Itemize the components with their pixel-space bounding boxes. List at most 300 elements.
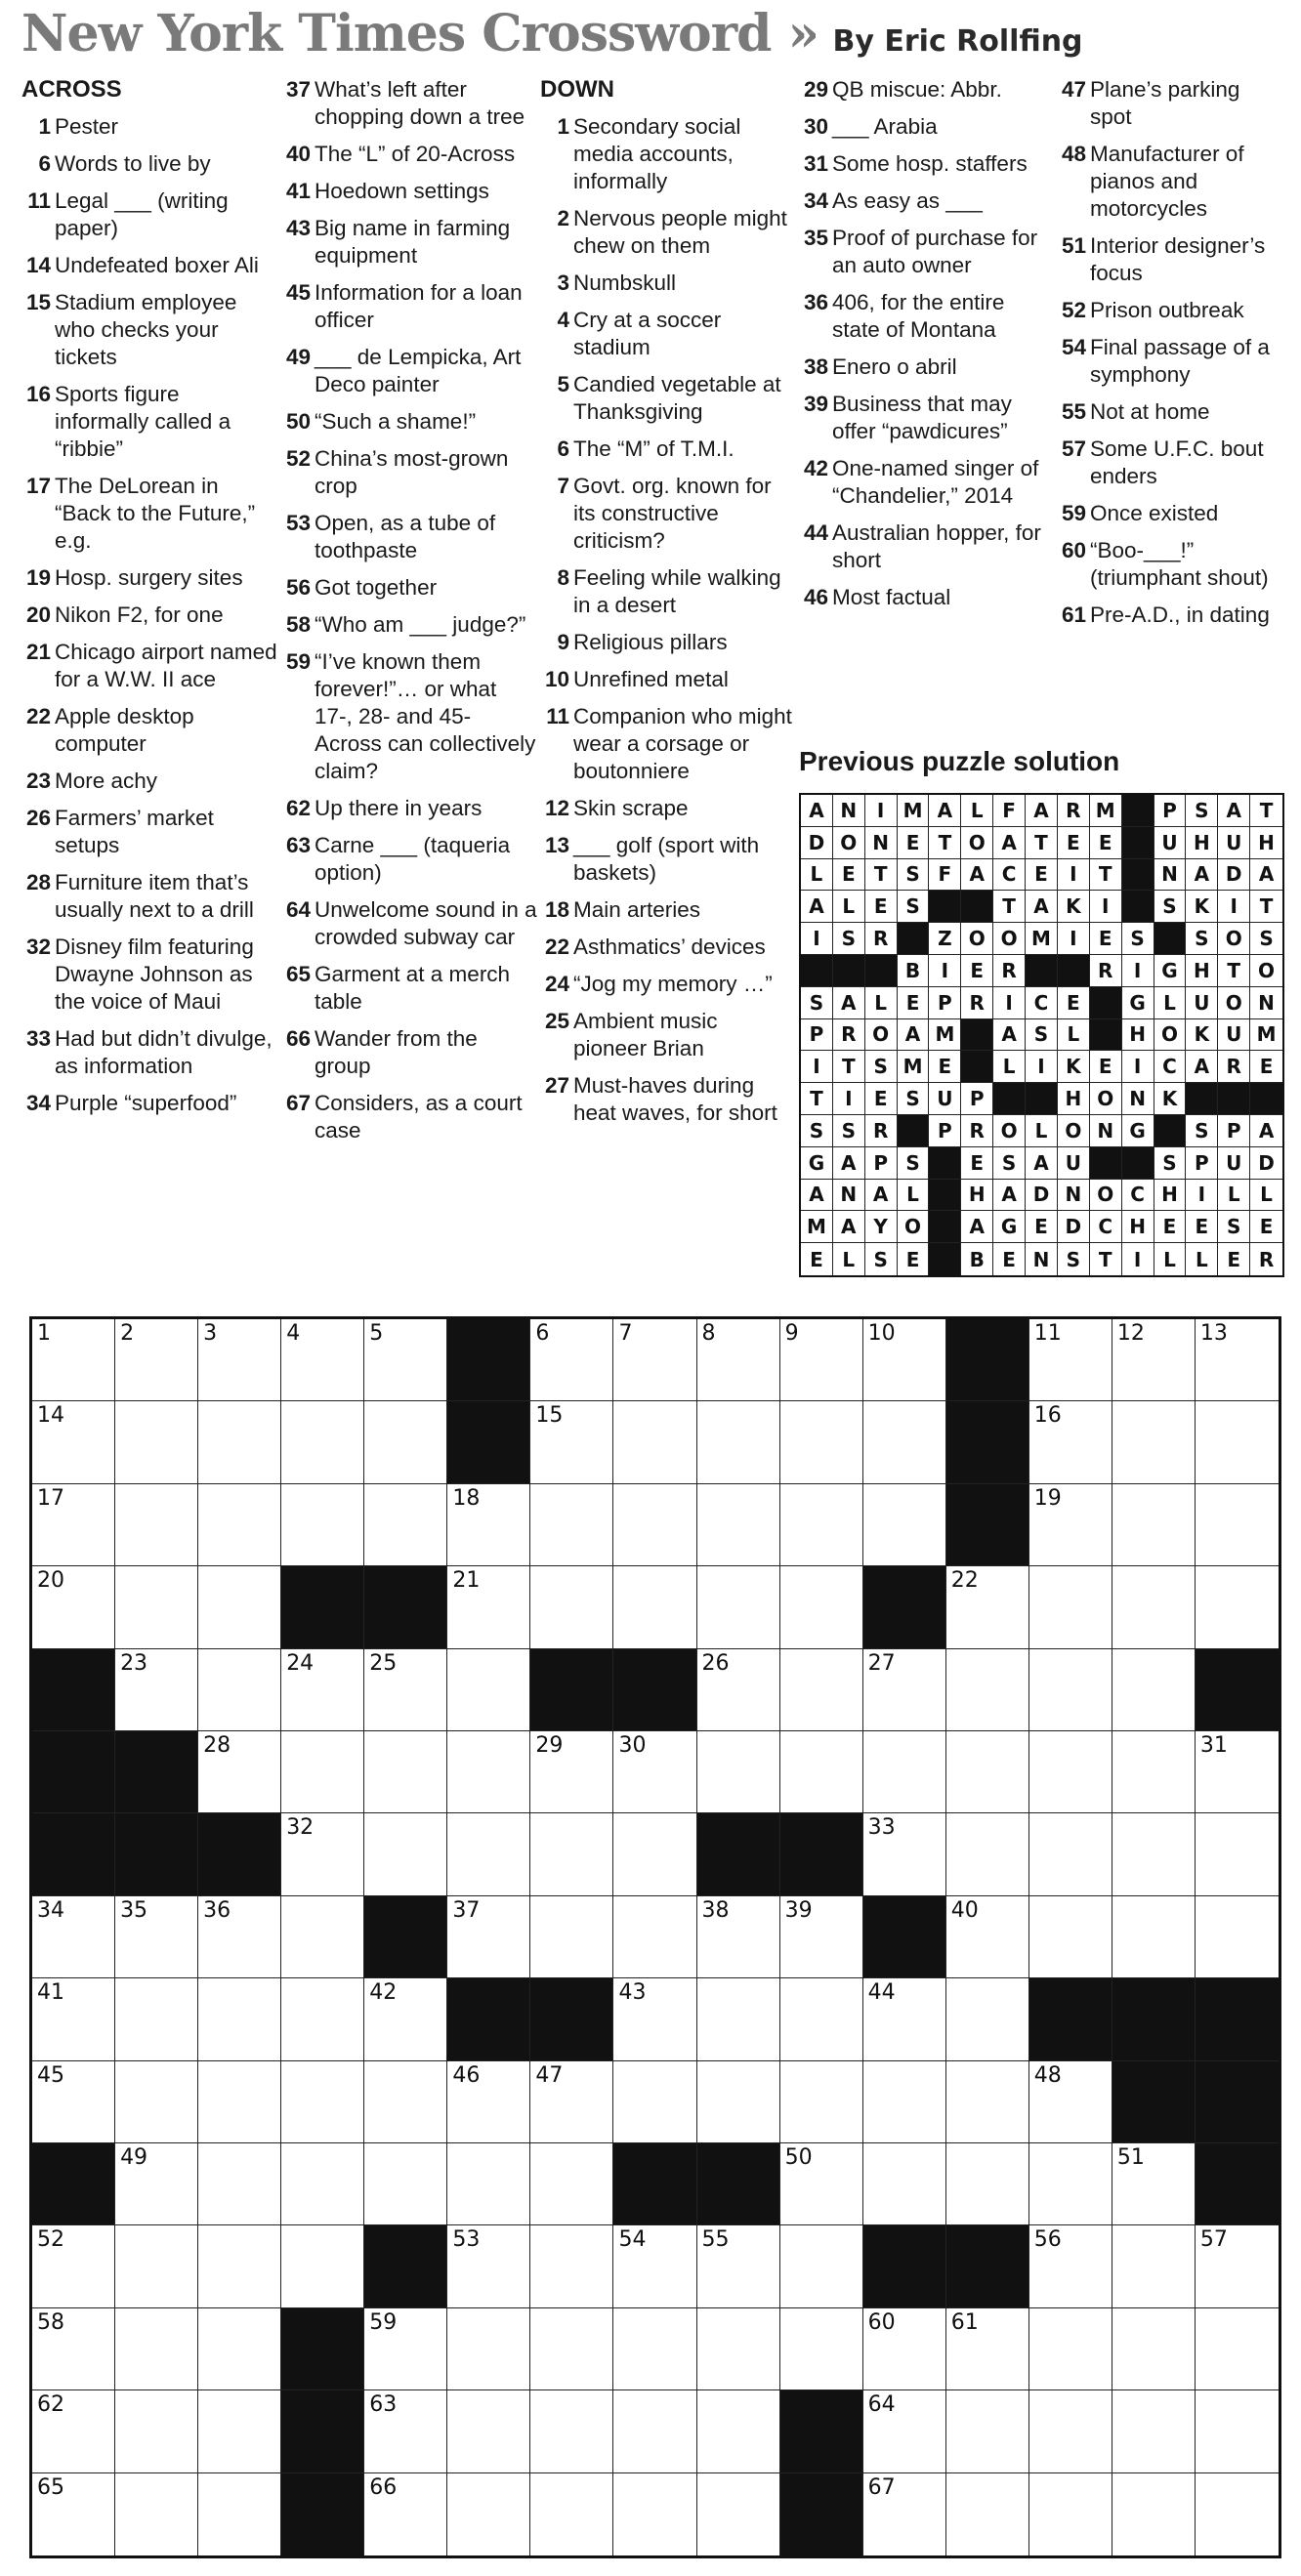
grid-cell[interactable] bbox=[364, 1731, 447, 1813]
grid-cell[interactable] bbox=[281, 1813, 364, 1895]
grid-cell[interactable] bbox=[946, 2143, 1029, 2225]
solution-cell: A bbox=[1250, 859, 1282, 892]
grid-cell[interactable] bbox=[32, 2061, 115, 2143]
clue bbox=[540, 473, 796, 555]
previous-solution-grid bbox=[799, 793, 1284, 1277]
grid-cell[interactable] bbox=[1029, 1566, 1112, 1648]
solution-black-square bbox=[1250, 1083, 1282, 1115]
grid-cell[interactable] bbox=[530, 1813, 613, 1895]
grid-cell[interactable] bbox=[447, 2061, 530, 2143]
solution-black-square bbox=[929, 1243, 961, 1275]
grid-cell[interactable] bbox=[946, 2390, 1029, 2472]
solution-cell: N bbox=[833, 795, 865, 827]
solution-cell: K bbox=[1186, 891, 1218, 923]
grid-cell[interactable] bbox=[1029, 1731, 1112, 1813]
grid-cell[interactable] bbox=[1029, 2308, 1112, 2390]
grid-cell[interactable] bbox=[613, 2061, 696, 2143]
clue-number: 58 bbox=[285, 612, 311, 637]
clue-text: Asthmatics’ devices bbox=[573, 935, 766, 959]
solution-cell: C bbox=[993, 859, 1026, 892]
solution-cell: A bbox=[833, 987, 865, 1019]
solution-cell: E bbox=[898, 1243, 930, 1275]
clue-text: Stadium employee who checks your tickets bbox=[55, 290, 237, 369]
grid-cell[interactable] bbox=[447, 1813, 530, 1895]
clue bbox=[540, 971, 796, 998]
grid-cell[interactable] bbox=[1029, 1649, 1112, 1731]
grid-cell[interactable] bbox=[115, 2390, 198, 2472]
grid-cell[interactable] bbox=[1112, 2143, 1196, 2225]
solution-cell: G bbox=[801, 1147, 833, 1180]
grid-cell[interactable] bbox=[613, 1566, 696, 1648]
grid-cell[interactable] bbox=[1029, 1484, 1112, 1566]
clue-text: Had but didn’t divulge, as information bbox=[55, 1026, 273, 1078]
grid-cell[interactable] bbox=[946, 1649, 1029, 1731]
grid-cell[interactable] bbox=[780, 1649, 863, 1731]
solution-cell: L bbox=[833, 891, 865, 923]
solution-cell: U bbox=[1218, 1147, 1250, 1180]
cell-number: 3 bbox=[203, 1321, 218, 1346]
clue bbox=[540, 371, 796, 426]
grid-cell[interactable] bbox=[613, 1319, 696, 1401]
grid-cell[interactable] bbox=[613, 1813, 696, 1895]
across-clues-column-2 bbox=[281, 76, 537, 1154]
grid-cell[interactable] bbox=[1112, 1813, 1196, 1895]
grid-cell[interactable] bbox=[198, 2061, 281, 2143]
grid-cell[interactable] bbox=[530, 1566, 613, 1648]
solution-cell: I bbox=[801, 1051, 833, 1083]
solution-cell: N bbox=[1122, 1083, 1154, 1115]
solution-cell: I bbox=[865, 795, 898, 827]
grid-cell[interactable] bbox=[198, 2390, 281, 2472]
grid-cell[interactable] bbox=[1196, 1896, 1279, 1978]
grid-cell[interactable] bbox=[1196, 1731, 1279, 1813]
clue bbox=[281, 279, 537, 334]
grid-cell[interactable] bbox=[1112, 1896, 1196, 1978]
grid-cell[interactable] bbox=[1112, 1566, 1196, 1648]
grid-cell[interactable] bbox=[1112, 2390, 1196, 2472]
grid-cell[interactable] bbox=[198, 2308, 281, 2390]
grid-cell[interactable] bbox=[530, 2390, 613, 2472]
black-square bbox=[863, 1896, 946, 1978]
cell-number: 16 bbox=[1033, 1403, 1062, 1429]
solution-black-square bbox=[961, 1019, 993, 1052]
grid-cell[interactable] bbox=[281, 1649, 364, 1731]
black-square bbox=[281, 2308, 364, 2390]
grid-cell[interactable] bbox=[863, 1813, 946, 1895]
grid-cell[interactable] bbox=[697, 1896, 780, 1978]
solution-cell: G bbox=[1122, 1115, 1154, 1147]
solution-black-square bbox=[898, 923, 930, 955]
cell-number: 46 bbox=[452, 2062, 481, 2088]
cell-number: 8 bbox=[701, 1321, 716, 1346]
grid-cell[interactable] bbox=[281, 1896, 364, 1978]
grid-cell[interactable] bbox=[1196, 2390, 1279, 2472]
grid-cell[interactable] bbox=[198, 2225, 281, 2307]
solution-cell: M bbox=[898, 795, 930, 827]
solution-cell: R bbox=[1058, 795, 1090, 827]
grid-cell[interactable] bbox=[1112, 2225, 1196, 2307]
grid-cell[interactable] bbox=[946, 1566, 1029, 1648]
grid-cell[interactable] bbox=[863, 2061, 946, 2143]
solution-cell: A bbox=[1026, 795, 1058, 827]
grid-cell[interactable] bbox=[198, 1319, 281, 1401]
grid-cell[interactable] bbox=[863, 1401, 946, 1483]
grid-cell[interactable] bbox=[1029, 2473, 1112, 2555]
solution-black-square bbox=[833, 955, 865, 987]
grid-cell[interactable] bbox=[1196, 1484, 1279, 1566]
grid-cell[interactable] bbox=[115, 2225, 198, 2307]
grid-cell[interactable] bbox=[780, 2061, 863, 2143]
grid-cell[interactable] bbox=[447, 2473, 530, 2555]
grid-cell[interactable] bbox=[613, 1978, 696, 2060]
grid-cell[interactable] bbox=[697, 1319, 780, 1401]
grid-cell[interactable] bbox=[447, 2390, 530, 2472]
grid-cell[interactable] bbox=[697, 2225, 780, 2307]
grid-cell[interactable] bbox=[697, 2473, 780, 2555]
solution-cell: P bbox=[865, 1147, 898, 1180]
grid-cell[interactable] bbox=[281, 1731, 364, 1813]
grid-cell[interactable] bbox=[946, 1978, 1029, 2060]
solution-cell: D bbox=[1058, 1211, 1090, 1243]
solution-black-square bbox=[1218, 1083, 1250, 1115]
grid-cell[interactable] bbox=[32, 1978, 115, 2060]
grid-cell[interactable] bbox=[32, 2473, 115, 2555]
grid-cell[interactable] bbox=[281, 1401, 364, 1483]
grid-cell[interactable] bbox=[364, 1978, 447, 2060]
down-clues-column-3 bbox=[1057, 76, 1287, 639]
grid-cell[interactable] bbox=[613, 1896, 696, 1978]
cell-number: 5 bbox=[369, 1321, 384, 1346]
grid-cell[interactable] bbox=[780, 2143, 863, 2225]
grid-cell[interactable] bbox=[863, 2473, 946, 2555]
clue-number: 34 bbox=[25, 1091, 51, 1115]
grid-cell[interactable] bbox=[198, 1978, 281, 2060]
grid-cell[interactable] bbox=[697, 1484, 780, 1566]
grid-cell[interactable] bbox=[613, 2225, 696, 2307]
solution-black-square bbox=[929, 1211, 961, 1243]
clue-number: 40 bbox=[285, 142, 311, 166]
solution-cell: N bbox=[1090, 1115, 1122, 1147]
grid-cell[interactable] bbox=[1112, 2473, 1196, 2555]
grid-cell[interactable] bbox=[364, 2061, 447, 2143]
clue-number: 15 bbox=[25, 290, 51, 314]
grid-cell[interactable] bbox=[1029, 2143, 1112, 2225]
clue bbox=[799, 353, 1055, 381]
solution-cell: S bbox=[993, 1147, 1026, 1180]
grid-cell[interactable] bbox=[946, 2308, 1029, 2390]
grid-cell[interactable] bbox=[281, 2061, 364, 2143]
grid-cell[interactable] bbox=[1112, 1484, 1196, 1566]
grid-cell[interactable] bbox=[447, 1649, 530, 1731]
grid-cell[interactable] bbox=[198, 1731, 281, 1813]
grid-cell[interactable] bbox=[530, 1484, 613, 1566]
clue-text: ___ Arabia bbox=[832, 114, 938, 139]
clue-number: 67 bbox=[285, 1091, 311, 1115]
grid-cell[interactable] bbox=[530, 1896, 613, 1978]
grid-cell[interactable] bbox=[447, 2143, 530, 2225]
grid-cell[interactable] bbox=[780, 1566, 863, 1648]
grid-cell[interactable] bbox=[281, 1484, 364, 1566]
grid-cell[interactable] bbox=[115, 2143, 198, 2225]
grid-cell[interactable] bbox=[32, 2308, 115, 2390]
solution-cell: A bbox=[1026, 1147, 1058, 1180]
grid-cell[interactable] bbox=[1029, 1813, 1112, 1895]
clue bbox=[540, 1008, 796, 1062]
clue-number: 49 bbox=[285, 345, 311, 369]
grid-cell[interactable] bbox=[863, 2308, 946, 2390]
grid-cell[interactable] bbox=[447, 1731, 530, 1813]
solution-cell: U bbox=[1218, 827, 1250, 859]
grid-cell[interactable] bbox=[115, 1484, 198, 1566]
solution-cell: N bbox=[1154, 859, 1187, 892]
grid-cell[interactable] bbox=[1196, 1401, 1279, 1483]
clue bbox=[21, 113, 277, 141]
grid-cell[interactable] bbox=[1029, 2390, 1112, 2472]
solution-cell: S bbox=[1154, 891, 1187, 923]
clue-text: “Such a shame!” bbox=[315, 409, 477, 434]
grid-cell[interactable] bbox=[780, 1731, 863, 1813]
grid-cell[interactable] bbox=[447, 1484, 530, 1566]
grid-cell[interactable] bbox=[1029, 1319, 1112, 1401]
grid-cell[interactable] bbox=[780, 1978, 863, 2060]
grid-cell[interactable] bbox=[198, 1401, 281, 1483]
cell-number: 49 bbox=[120, 2145, 148, 2170]
cell-number: 47 bbox=[535, 2062, 564, 2088]
grid-cell[interactable] bbox=[281, 1978, 364, 2060]
grid-cell[interactable] bbox=[946, 1731, 1029, 1813]
clue-text: The “L” of 20-Across bbox=[315, 142, 516, 166]
grid-cell[interactable] bbox=[780, 1484, 863, 1566]
grid-cell[interactable] bbox=[1029, 1896, 1112, 1978]
grid-cell[interactable] bbox=[1029, 2225, 1112, 2307]
grid-cell[interactable] bbox=[32, 2390, 115, 2472]
grid-cell[interactable] bbox=[115, 1319, 198, 1401]
grid-cell[interactable] bbox=[115, 2061, 198, 2143]
clue-number: 12 bbox=[544, 796, 569, 820]
grid-cell[interactable] bbox=[780, 1401, 863, 1483]
clue-number: 54 bbox=[1061, 335, 1086, 359]
clue-text: Most factual bbox=[832, 585, 951, 609]
grid-cell[interactable] bbox=[780, 2308, 863, 2390]
clue-text: Undefeated boxer Ali bbox=[55, 253, 259, 277]
grid-cell[interactable] bbox=[530, 2061, 613, 2143]
grid-cell[interactable] bbox=[32, 1319, 115, 1401]
grid-cell[interactable] bbox=[32, 1401, 115, 1483]
grid-cell[interactable] bbox=[613, 1401, 696, 1483]
grid-cell[interactable] bbox=[447, 2308, 530, 2390]
solution-cell: O bbox=[1250, 955, 1282, 987]
grid-cell[interactable] bbox=[198, 1896, 281, 1978]
grid-cell[interactable] bbox=[613, 1731, 696, 1813]
grid-cell[interactable] bbox=[32, 1896, 115, 1978]
grid-cell[interactable] bbox=[447, 1896, 530, 1978]
grid-cell[interactable] bbox=[364, 1401, 447, 1483]
grid-cell[interactable] bbox=[281, 2143, 364, 2225]
grid-cell[interactable] bbox=[863, 2143, 946, 2225]
clue-number: 25 bbox=[544, 1009, 569, 1033]
cell-number: 24 bbox=[286, 1650, 315, 1676]
grid-cell[interactable] bbox=[613, 2473, 696, 2555]
black-square bbox=[281, 2473, 364, 2555]
grid-cell[interactable] bbox=[780, 2225, 863, 2307]
grid-cell[interactable] bbox=[530, 2308, 613, 2390]
solution-cell: B bbox=[898, 955, 930, 987]
grid-cell[interactable] bbox=[530, 2473, 613, 2555]
grid-cell[interactable] bbox=[697, 1401, 780, 1483]
clue bbox=[281, 648, 537, 785]
grid-cell[interactable] bbox=[697, 2061, 780, 2143]
grid-cell[interactable] bbox=[946, 1896, 1029, 1978]
grid-cell[interactable] bbox=[1112, 1731, 1196, 1813]
solution-cell: A bbox=[1186, 859, 1218, 892]
grid-cell[interactable] bbox=[697, 1731, 780, 1813]
grid-cell[interactable] bbox=[946, 1813, 1029, 1895]
clue-text: Words to live by bbox=[55, 151, 211, 176]
clue-text: Govt. org. known for its constructive criticism? bbox=[573, 474, 772, 553]
grid-cell[interactable] bbox=[115, 2473, 198, 2555]
grid-cell[interactable] bbox=[364, 2390, 447, 2472]
grid-cell[interactable] bbox=[530, 1731, 613, 1813]
grid-cell[interactable] bbox=[115, 1649, 198, 1731]
solution-cell: S bbox=[1154, 1147, 1187, 1180]
grid-cell[interactable] bbox=[1196, 2473, 1279, 2555]
grid-cell[interactable] bbox=[863, 1319, 946, 1401]
grid-cell[interactable] bbox=[198, 1566, 281, 1648]
grid-cell[interactable] bbox=[613, 2308, 696, 2390]
grid-cell[interactable] bbox=[863, 2390, 946, 2472]
clue-text: Business that may offer “pawdicures” bbox=[832, 392, 1012, 443]
black-square bbox=[1196, 2143, 1279, 2225]
grid-cell[interactable] bbox=[1112, 1319, 1196, 1401]
grid-cell[interactable] bbox=[863, 1649, 946, 1731]
solution-cell: N bbox=[865, 827, 898, 859]
grid-cell[interactable] bbox=[697, 1649, 780, 1731]
grid-cell[interactable] bbox=[32, 1484, 115, 1566]
solution-cell: K bbox=[1058, 1051, 1090, 1083]
grid-cell[interactable] bbox=[115, 1566, 198, 1648]
grid-cell[interactable] bbox=[364, 2308, 447, 2390]
grid-cell[interactable] bbox=[1196, 1319, 1279, 1401]
clue bbox=[1057, 537, 1287, 592]
grid-cell[interactable] bbox=[32, 1566, 115, 1648]
grid-cell[interactable] bbox=[1196, 1813, 1279, 1895]
clue-text: More achy bbox=[55, 769, 158, 793]
clue-text: Cry at a soccer stadium bbox=[573, 308, 722, 359]
grid-cell[interactable] bbox=[863, 1484, 946, 1566]
grid-cell[interactable] bbox=[530, 2225, 613, 2307]
grid-cell[interactable] bbox=[1112, 2308, 1196, 2390]
grid-cell[interactable] bbox=[115, 1896, 198, 1978]
grid-cell[interactable] bbox=[281, 1319, 364, 1401]
clue-text: Nervous people might chew on them bbox=[573, 206, 787, 258]
solution-cell: M bbox=[898, 1051, 930, 1083]
grid-cell[interactable] bbox=[1196, 1566, 1279, 1648]
black-square bbox=[1112, 1978, 1196, 2060]
grid-cell[interactable] bbox=[530, 1319, 613, 1401]
across-clues-column-1 bbox=[21, 76, 277, 1127]
clue-number: 44 bbox=[803, 520, 828, 545]
cell-number: 26 bbox=[701, 1650, 730, 1676]
grid-cell[interactable] bbox=[364, 1484, 447, 1566]
grid-cell[interactable] bbox=[613, 1484, 696, 1566]
grid-cell[interactable] bbox=[697, 1978, 780, 2060]
grid-cell[interactable] bbox=[1196, 2308, 1279, 2390]
clue-text: Final passage of a symphony bbox=[1090, 335, 1270, 387]
cell-number: 66 bbox=[369, 2474, 398, 2500]
grid-cell[interactable] bbox=[364, 2473, 447, 2555]
solution-cell: E bbox=[1090, 1051, 1122, 1083]
grid-cell[interactable] bbox=[447, 1566, 530, 1648]
grid-cell[interactable] bbox=[115, 1401, 198, 1483]
grid-cell[interactable] bbox=[946, 2473, 1029, 2555]
grid-cell[interactable] bbox=[198, 1484, 281, 1566]
grid-cell[interactable] bbox=[697, 2308, 780, 2390]
grid-cell[interactable] bbox=[530, 1401, 613, 1483]
grid-cell[interactable] bbox=[1029, 2061, 1112, 2143]
clue-text: Some hosp. staffers bbox=[832, 151, 1028, 176]
grid-cell[interactable] bbox=[613, 2390, 696, 2472]
grid-cell[interactable] bbox=[1029, 1401, 1112, 1483]
solution-cell: M bbox=[1250, 1019, 1282, 1052]
solution-cell: C bbox=[1154, 1051, 1187, 1083]
solution-black-square bbox=[1090, 1019, 1122, 1052]
grid-cell[interactable] bbox=[697, 2390, 780, 2472]
grid-cell[interactable] bbox=[1112, 1401, 1196, 1483]
grid-cell[interactable] bbox=[198, 2143, 281, 2225]
grid-cell[interactable] bbox=[697, 1566, 780, 1648]
solution-cell: A bbox=[993, 1019, 1026, 1052]
grid-cell[interactable] bbox=[447, 2225, 530, 2307]
cell-number: 25 bbox=[369, 1650, 398, 1676]
black-square bbox=[697, 1813, 780, 1895]
cell-number: 67 bbox=[867, 2474, 896, 2500]
clue-text: The DeLorean in “Back to the Future,” e.g. bbox=[55, 474, 256, 553]
clue-text: China’s most-grown crop bbox=[315, 446, 509, 498]
solution-cell: S bbox=[1122, 923, 1154, 955]
solution-cell: E bbox=[1026, 859, 1058, 892]
grid-cell[interactable] bbox=[863, 1731, 946, 1813]
solution-black-square bbox=[865, 955, 898, 987]
header bbox=[21, 4, 1083, 62]
clue-text: Interior designer’s focus bbox=[1090, 233, 1266, 285]
solution-cell: C bbox=[1090, 1211, 1122, 1243]
grid-cell[interactable] bbox=[198, 1649, 281, 1731]
clue-text: Wander from the group bbox=[315, 1026, 478, 1078]
grid-cell[interactable] bbox=[530, 2143, 613, 2225]
grid-cell[interactable] bbox=[1112, 1649, 1196, 1731]
grid-cell[interactable] bbox=[32, 2225, 115, 2307]
grid-cell[interactable] bbox=[198, 2473, 281, 2555]
solution-cell: D bbox=[1026, 1180, 1058, 1212]
grid-cell[interactable] bbox=[364, 1319, 447, 1401]
grid-cell[interactable] bbox=[946, 2061, 1029, 2143]
grid-cell[interactable] bbox=[281, 2225, 364, 2307]
solution-cell: L bbox=[1154, 987, 1187, 1019]
clue bbox=[540, 113, 796, 195]
grid-cell[interactable] bbox=[1196, 2225, 1279, 2307]
grid-cell[interactable] bbox=[364, 2143, 447, 2225]
grid-cell[interactable] bbox=[364, 1813, 447, 1895]
solution-cell: H bbox=[1186, 827, 1218, 859]
grid-cell[interactable] bbox=[780, 1319, 863, 1401]
clue bbox=[281, 832, 537, 887]
grid-cell[interactable] bbox=[863, 1978, 946, 2060]
grid-cell[interactable] bbox=[115, 2308, 198, 2390]
grid-cell[interactable] bbox=[780, 1896, 863, 1978]
grid-cell[interactable] bbox=[364, 1649, 447, 1731]
solution-cell: E bbox=[993, 1243, 1026, 1275]
grid-cell[interactable] bbox=[115, 1978, 198, 2060]
